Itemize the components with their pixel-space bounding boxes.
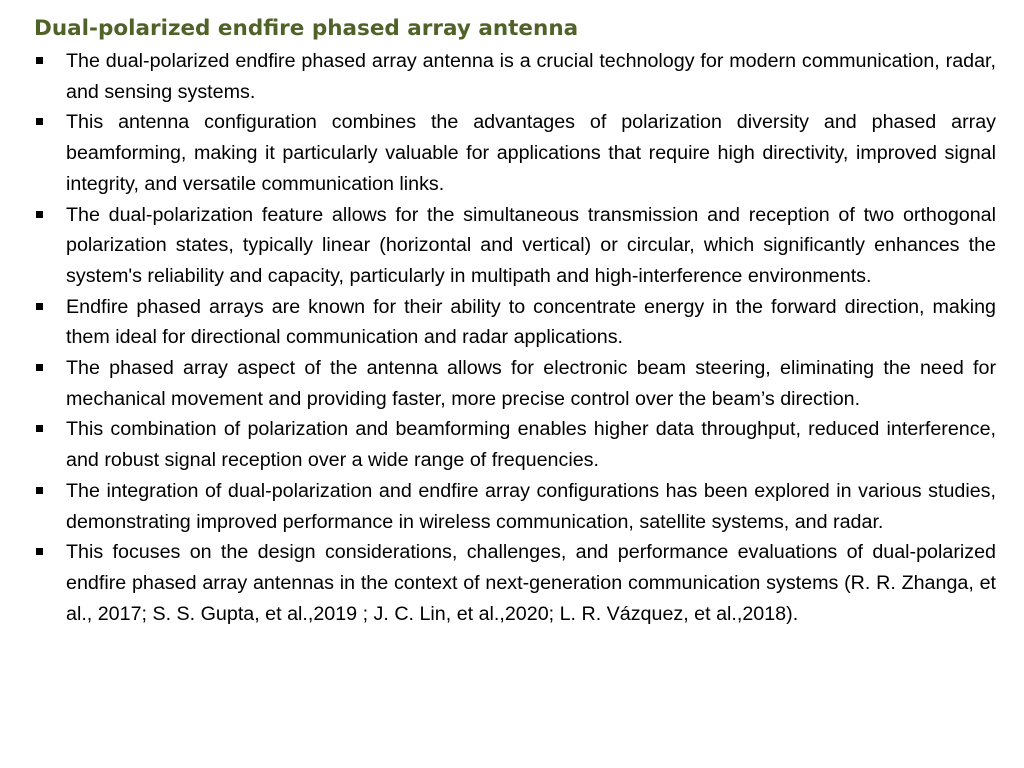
bullet-text: The dual-polarized endfire phased array antenna is a crucial technology for modern communication, radar, and sensing systems. [66,50,996,103]
square-bullet-icon [36,364,43,371]
bullet-text: This focuses on the design considerations, challenges, and performance evaluations of dual-polarized endfire phased array antennas in the context of next-generation communication systems (R. R. Zhanga, et al., 2017; S. S. Gupta, et al.,2019 ; J. C. Lin, et al.,2020; L. R. Vázquez, et al.,2018). [66,541,996,625]
square-bullet-icon [36,211,43,218]
square-bullet-icon [36,487,43,494]
square-bullet-icon [36,303,43,310]
bullet-text: The integration of dual-polarization and endfire array configurations has been explored in various studies, demonstrating improved performance in wireless communication, satellite systems, and radar. [66,479,996,533]
bullet-item [36,200,996,292]
square-bullet-icon [36,548,43,555]
square-bullet-icon [36,118,43,125]
bullet-text: This combination of polarization and beamforming enables higher data throughput, reduced interference, and robust signal reception over a wide range of frequencies. [66,418,996,472]
bullet-text: This antenna configuration combines the advantages of polarization diversity and phased array beamforming, making it particularly valuable for applications that require high directivity, improved signal integrity, and versatile communication links. [66,111,996,195]
slide-title: Dual-polarized endfire phased array antenna [34,16,579,41]
bullet-text: The dual-polarization feature allows for the simultaneous transmission and reception of two orthogonal polarization states, typically linear (horizontal and vertical) or circular, which significantly enhances the system's reliability and capacity, particularly in multipath and high-interference environments. [66,203,996,287]
bullet-item [36,537,996,629]
bullet-item [36,292,996,353]
bullet-item [36,107,996,199]
bullet-item [36,353,996,414]
square-bullet-icon [36,57,43,64]
bullet-list [36,46,996,629]
bullet-text: The phased array aspect of the antenna allows for electronic beam steering, eliminating the need for mechanical movement and providing faster, more precise control over the beam’s direction. [66,357,996,410]
square-bullet-icon [36,425,43,432]
bullet-item [36,476,996,537]
bullet-text: Endfire phased arrays are known for their ability to concentrate energy in the forward direction, making them ideal for directional communication and radar applications. [66,295,996,349]
bullet-item [36,414,996,475]
bullet-item [36,46,996,107]
